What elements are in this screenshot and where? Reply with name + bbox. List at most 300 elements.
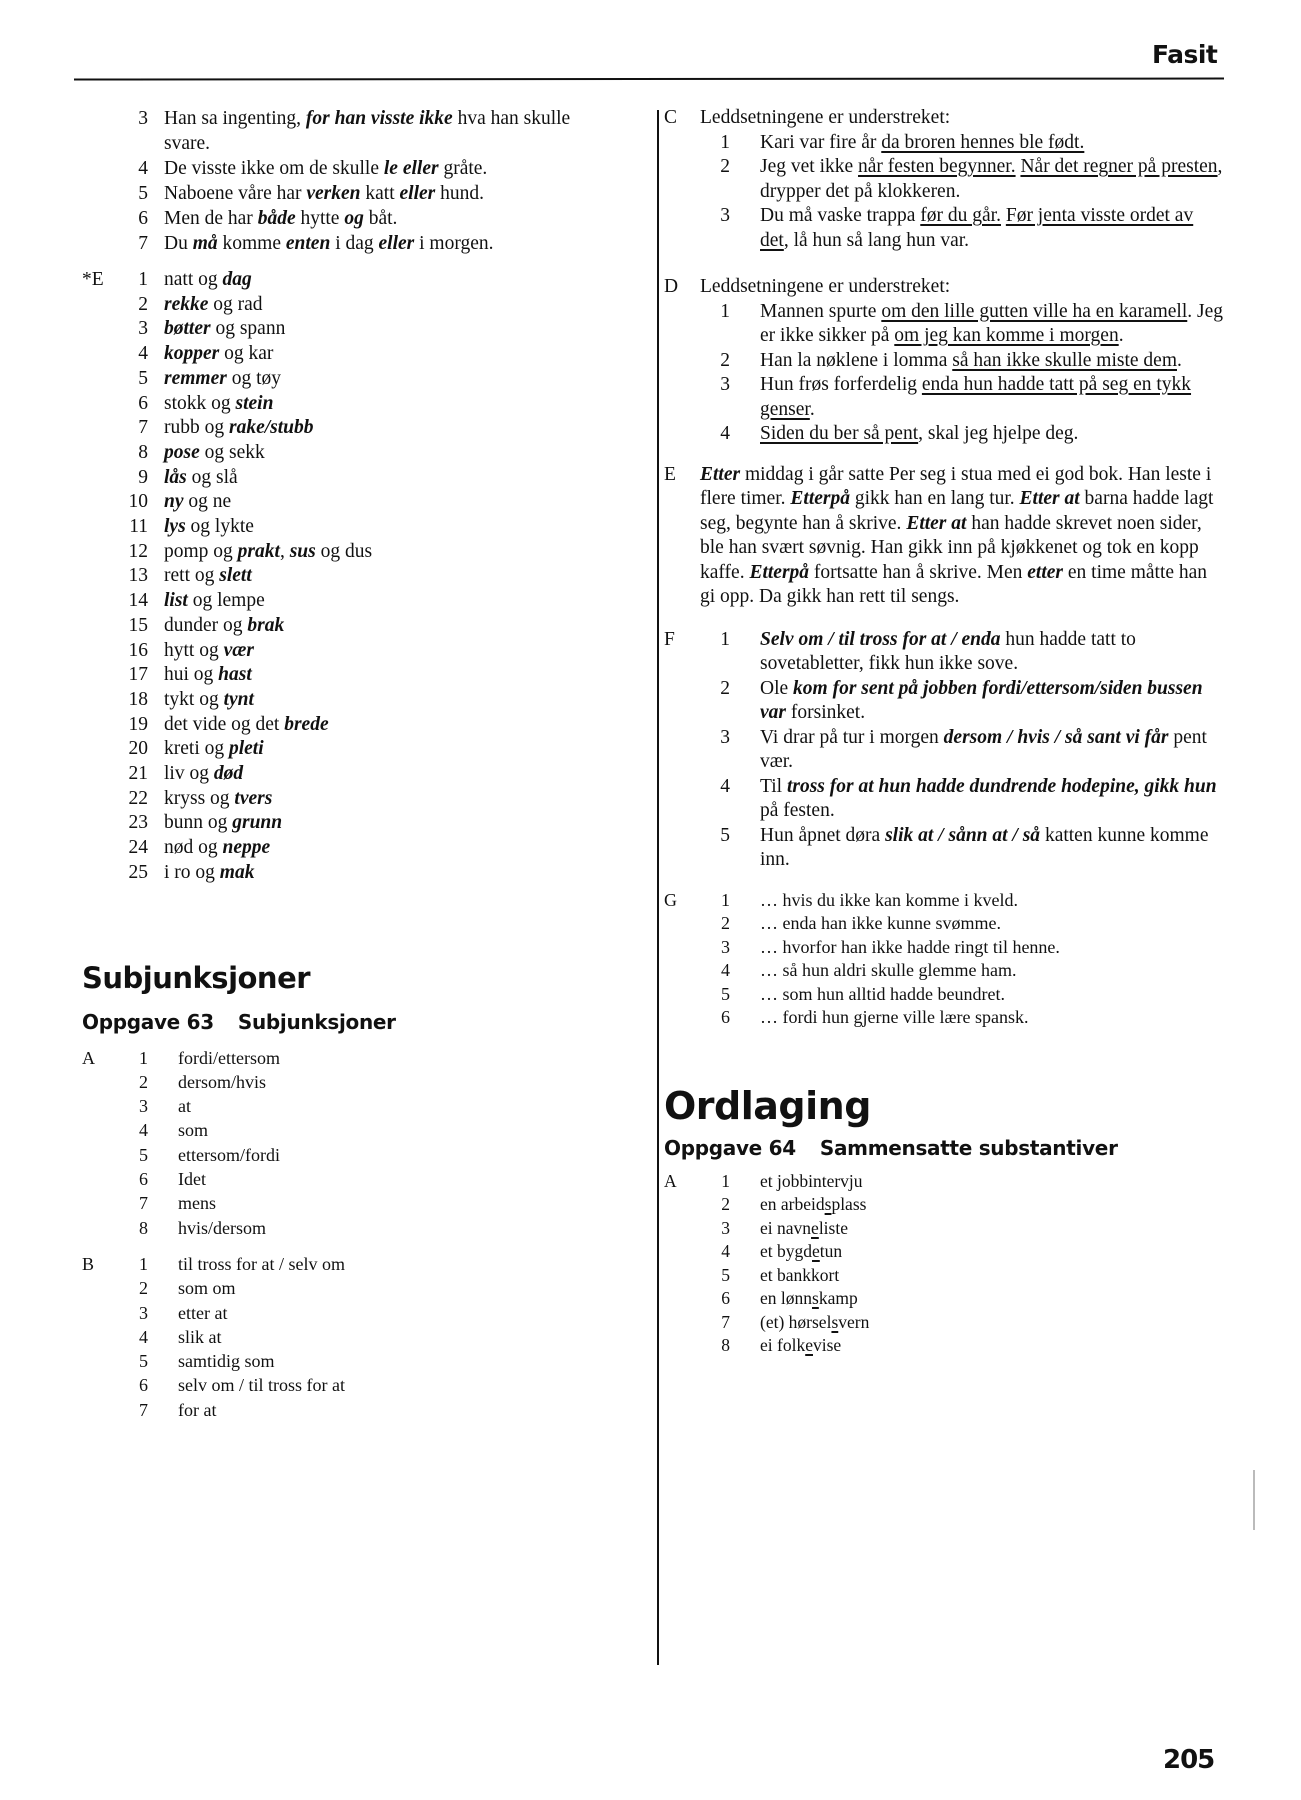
text-run: De visste ikke om de skulle [164,158,384,179]
section-intro-text: Leddsetningene er understreket: [700,276,951,297]
text-run: tykt og [164,688,224,710]
italic-answer: lys [164,516,186,538]
list-item [82,342,642,367]
item-text [164,466,642,491]
italic-answer: etter [1027,561,1064,583]
item-number: 1 [138,269,148,290]
text-run: en lønn [760,1288,813,1308]
section-label [82,1191,118,1215]
item-text [164,540,642,565]
item-text [760,775,1224,824]
underlined-clause: før du går. [920,205,1001,226]
text-run: kamp [818,1288,858,1308]
item-number: 1 [721,1170,730,1191]
item-number: 17 [128,664,148,686]
section-paragraph [664,463,1224,610]
item-text [164,639,642,664]
item-number: 12 [128,540,148,562]
item-number: 2 [721,913,730,933]
item-text [164,416,642,441]
item-number: 4 [720,775,730,797]
item-text [760,349,1224,374]
text-run: et bankkort [760,1264,840,1285]
section-intro-text: Leddsetningene er understreket: [700,107,951,128]
list-item [82,589,642,614]
italic-answer: enten [285,233,331,254]
item-number: 2 [139,1278,148,1299]
item-number: 2 [139,1071,148,1092]
exercise-number: Oppgave 63 [82,1009,214,1034]
item-text: … hvorfor han ikke hadde ringt til henne. [760,936,1060,957]
list-item [664,373,1224,422]
item-text [760,677,1224,726]
section-label [664,677,700,726]
item-text: etter at [178,1302,228,1323]
list-item [664,300,1224,349]
text-run: . [1118,325,1124,346]
section-label [664,131,700,156]
section-label [82,1398,118,1422]
section-e-paragraph [664,463,1224,610]
item-text [164,441,642,466]
text-run: ei folk [760,1335,806,1355]
italic-answer: rekke [164,293,209,315]
item-number: 7 [139,1193,148,1214]
italic-answer: slett [219,565,252,587]
underlined-clause: Når det regner på presten [1020,156,1218,177]
list-item [82,1143,642,1167]
section-label [82,1167,118,1191]
item-text: … enda han ikke kunne svømme. [760,913,1001,933]
list-item [82,1325,642,1349]
list-item [82,1301,642,1325]
section-label: F [664,628,675,650]
section-intro [664,275,1224,300]
italic-answer: dersom / hvis / så sant vi får [943,726,1169,748]
list-item [82,515,642,540]
item-text [760,204,1224,253]
text-run: . [1177,349,1182,371]
underlined-clause: e [805,1335,813,1355]
section-e-list [82,268,642,886]
text-run: og lykte [185,516,254,538]
item-text [164,614,642,639]
item-text [760,1264,1224,1288]
item-number: 2 [720,156,730,177]
item-text [760,1287,1224,1311]
item-text: samtidig som [178,1351,275,1372]
italic-answer: slik at / sånn at / så [885,824,1041,846]
section-label [82,1373,118,1397]
text-run: forsinket. [786,702,866,723]
list-item [82,836,642,861]
text-run: komme [217,233,286,254]
item-number: 25 [128,861,148,883]
italic-answer: pleti [228,738,264,760]
text-run: et bygd [760,1241,813,1261]
text-run: pent vær. [760,726,1207,772]
item-text [164,713,642,738]
section-label [82,317,118,342]
list-item [664,1311,1224,1335]
section-label [82,737,118,762]
item-number: 7 [721,1311,730,1332]
item-text [164,515,642,540]
section-label [664,155,700,204]
italic-answer: prakt [237,540,280,562]
item-text: ettersom/fordi [178,1144,280,1165]
list-item [82,639,642,664]
italic-answer: eller [399,183,436,204]
section-label [664,349,700,374]
section-label: E [664,463,676,485]
item-number: 21 [128,763,148,785]
list-item [82,1349,642,1373]
text-run: rett og [164,565,220,587]
item-text [164,589,642,614]
item-text [164,231,642,256]
section-intro [664,106,1224,131]
underlined-clause: enda hun hadde tatt på seg en tykk genser [760,374,1192,420]
underlined-clause: s [812,1288,819,1308]
text-run: , drypper det på klokkeren. [760,156,1223,202]
item-text [164,688,642,713]
section-label [82,1070,118,1094]
text-run: kryss og [164,787,235,809]
text-run: Hun frøs forferdelig [760,374,922,395]
italic-answer: sus [289,540,316,562]
section-label [82,156,118,181]
list-item [664,1334,1224,1358]
section-label [82,392,118,417]
item-text: … som hun alltid hadde beundret. [760,983,1005,1004]
item-number: 8 [721,1335,730,1355]
italic-answer: pose [164,441,200,463]
item-text [760,300,1224,349]
text-run: Vi drar på tur i morgen [760,726,944,748]
section-a-compounds [664,1170,1224,1358]
item-number: 3 [721,1217,730,1238]
text-run: en time måtte han gi opp. Da gikk han rett til sengs. [700,561,1208,607]
italic-answer: for han visste ikke [305,108,453,129]
list-item [82,737,642,762]
list-item [664,1170,1224,1194]
text-run: på festen. [760,800,835,821]
item-text: hvis/dersom [178,1217,266,1238]
text-run: katten kunne komme inn. [760,824,1209,870]
section-label [664,1264,700,1288]
item-text [164,317,642,342]
italic-answer: må [192,233,218,254]
list-item [82,1398,642,1422]
section-label: C [664,107,678,128]
item-text: at [178,1096,191,1117]
item-text [164,392,642,417]
item-number: 6 [721,1007,730,1027]
section-g [664,889,1224,1030]
section-label [664,912,700,936]
list-item [664,1240,1224,1264]
item-text [164,811,642,836]
italic-answer: le eller [383,158,439,179]
exercise-title: Sammensatte substantiver [819,1135,1118,1160]
item-number: 2 [720,677,730,699]
text-run: , lå hun så lang hun var. [783,229,970,251]
section-label [82,181,118,206]
item-text [164,268,642,293]
underlined-clause: Før jenta visste ordet av det [760,205,1194,251]
item-text [760,155,1224,204]
list-item [82,1118,642,1142]
text-run: . [809,398,815,420]
text-run: , [279,540,290,562]
exercise-heading-64 [664,1134,1224,1162]
italic-answer: hast [218,664,252,686]
item-text: slik at [178,1326,222,1347]
item-text [164,490,642,515]
text-run: hytt og [164,639,224,661]
list-item [664,349,1224,374]
item-number: 19 [128,713,148,735]
list-item [82,367,642,392]
item-number: 23 [128,812,148,834]
item-text [760,1240,1224,1264]
item-number: 11 [129,516,148,538]
item-text: som om [178,1278,236,1299]
paragraph-text [700,463,1224,610]
text-run: Men de har [164,208,258,229]
text-run: ei navn [760,1217,812,1238]
underlined-clause: s [831,1311,839,1332]
section-label [82,1118,118,1142]
item-text [760,628,1224,677]
text-run: plass [831,1194,867,1214]
italic-answer: og [344,208,364,229]
section-label [82,490,118,515]
item-text [760,726,1224,775]
chapter-heading-subjunksjoner: Subjunksjoner [82,960,311,995]
text-run: i morgen. [414,233,494,254]
item-number: 9 [138,466,148,488]
section-label [82,639,118,664]
item-number: 1 [139,1047,148,1068]
item-number: 6 [138,392,148,414]
section-label [82,1301,118,1325]
section-label [82,836,118,861]
italic-answer: tvers [234,787,273,809]
text-run: Han la nøklene i lomma [760,349,953,371]
italic-answer: Etter at [1019,488,1080,509]
item-number: 6 [138,208,148,229]
italic-answer: kom for sent på jobben fordi/ettersom/siden bussen var [760,677,1203,723]
item-number: 2 [720,349,730,371]
item-text [760,1170,1224,1194]
text-run: pomp og [164,540,238,562]
text-run: katt [360,183,400,204]
list-item [82,1070,642,1094]
item-number: 15 [128,614,148,636]
item-text [164,206,642,231]
item-number: 10 [128,491,148,513]
item-text: … fordi hun gjerne ville lære spansk. [760,1007,1029,1027]
header-rule [74,77,1224,80]
section-label [664,1193,700,1217]
running-header-title: Fasit [1152,40,1218,69]
section-label [82,713,118,738]
list-item [664,936,1224,960]
list-item [82,1167,642,1191]
item-text: … så hun aldri skulle glemme ham. [760,960,1017,980]
list-item [664,131,1224,156]
underlined-clause: når festen begynner. [858,156,1016,177]
item-number: 4 [721,960,730,980]
item-number: 3 [720,205,730,226]
section-label [82,688,118,713]
section-label [664,1006,700,1030]
column-divider [657,110,659,1665]
item-number: 7 [138,417,148,439]
section-label [82,106,118,156]
underlined-clause: Siden du ber så pent [760,423,919,444]
italic-answer: brak [247,614,285,636]
section-label [82,231,118,256]
item-number: 1 [720,300,730,322]
item-text: … hvis du ikke kan komme i kveld. [760,889,1018,910]
item-text [164,564,642,589]
text-run: og slå [186,466,238,488]
text-run: svare. [164,133,211,154]
item-number: 5 [721,1264,730,1285]
item-number: 6 [139,1375,148,1396]
item-number: 5 [138,183,148,204]
text-run: vern [838,1311,870,1332]
list-item [664,775,1224,824]
item-number: 14 [128,590,148,612]
item-text [760,1334,1224,1358]
text-run: . Jeg er ikke sikker på [760,300,1224,346]
item-number: 5 [138,367,148,389]
list-item [82,268,642,293]
item-number: 8 [138,441,148,463]
item-number: 1 [720,628,730,650]
section-label: G [664,889,677,910]
item-number: 18 [128,688,148,710]
text-run: hytte [295,208,345,229]
item-number: 4 [138,158,148,179]
section-label [664,1287,700,1311]
italic-answer: lås [164,466,187,488]
text-run: hva han skulle [452,108,571,129]
section-label [82,1094,118,1118]
section-label [82,614,118,639]
text-run: i dag [330,233,379,254]
list-item [664,628,1224,677]
continued-answers-list [82,106,642,256]
text-run: og spann [210,318,286,340]
text-run: Du må vaske trappa [760,205,921,226]
section-label [82,416,118,441]
list-item [82,663,642,688]
italic-answer: rake/stubb [229,417,314,439]
list-item [82,713,642,738]
section-label [82,367,118,392]
item-number: 1 [139,1253,148,1274]
italic-answer: stein [235,392,274,414]
item-number: 4 [721,1241,730,1261]
italic-answer: ny [164,491,184,513]
list-item [664,677,1224,726]
list-item [82,1252,642,1276]
list-item [664,824,1224,873]
item-number: 3 [721,936,730,957]
item-number: 5 [139,1351,148,1372]
section-label [82,1349,118,1373]
item-number: 5 [139,1144,148,1165]
item-text [164,293,642,318]
section-label [664,775,700,824]
text-run: og tøy [226,367,281,389]
italic-answer: kopper [164,343,220,365]
text-run: , skal jeg hjelpe deg. [918,423,1079,444]
item-number: 2 [138,293,148,315]
text-run: stokk og [164,392,236,414]
list-item [664,1264,1224,1288]
list-item [82,106,642,156]
text-run: nød og [164,837,223,859]
item-number: 22 [128,787,148,809]
scan-artifact [1253,1470,1255,1530]
section-label [664,300,700,349]
list-item [82,614,642,639]
text-run: Ole [760,677,794,699]
italic-answer: Selv om / til tross for at / enda [760,628,1001,650]
section-label: B [82,1253,95,1274]
section-label [82,787,118,812]
list-item [82,688,642,713]
list-item [82,1216,642,1240]
list-item [82,392,642,417]
list-item [82,231,642,256]
list-item [82,1276,642,1300]
italic-answer: både [257,208,296,229]
text-run: og kar [219,343,274,365]
section-label [82,206,118,231]
text-run: kreti og [164,738,229,760]
list-item [82,564,642,589]
section-label [664,1217,700,1241]
item-number: 3 [720,726,730,748]
italic-answer: Etterpå [749,561,810,583]
list-item [82,1046,642,1070]
section-label [82,861,118,886]
item-text [164,663,642,688]
item-text [164,762,642,787]
item-text [164,342,642,367]
underlined-clause: om den lille gutten ville ha en karamell [881,300,1188,322]
section-a-list [82,1046,642,1240]
item-text [760,824,1224,873]
section-label [82,663,118,688]
section-label [82,564,118,589]
text-run: og ne [183,491,232,513]
list-item [664,1006,1224,1030]
section-label [82,342,118,367]
section-label [82,1325,118,1349]
list-item [664,983,1224,1007]
item-text [164,181,642,206]
item-number: 3 [139,1302,148,1323]
list-item [664,726,1224,775]
